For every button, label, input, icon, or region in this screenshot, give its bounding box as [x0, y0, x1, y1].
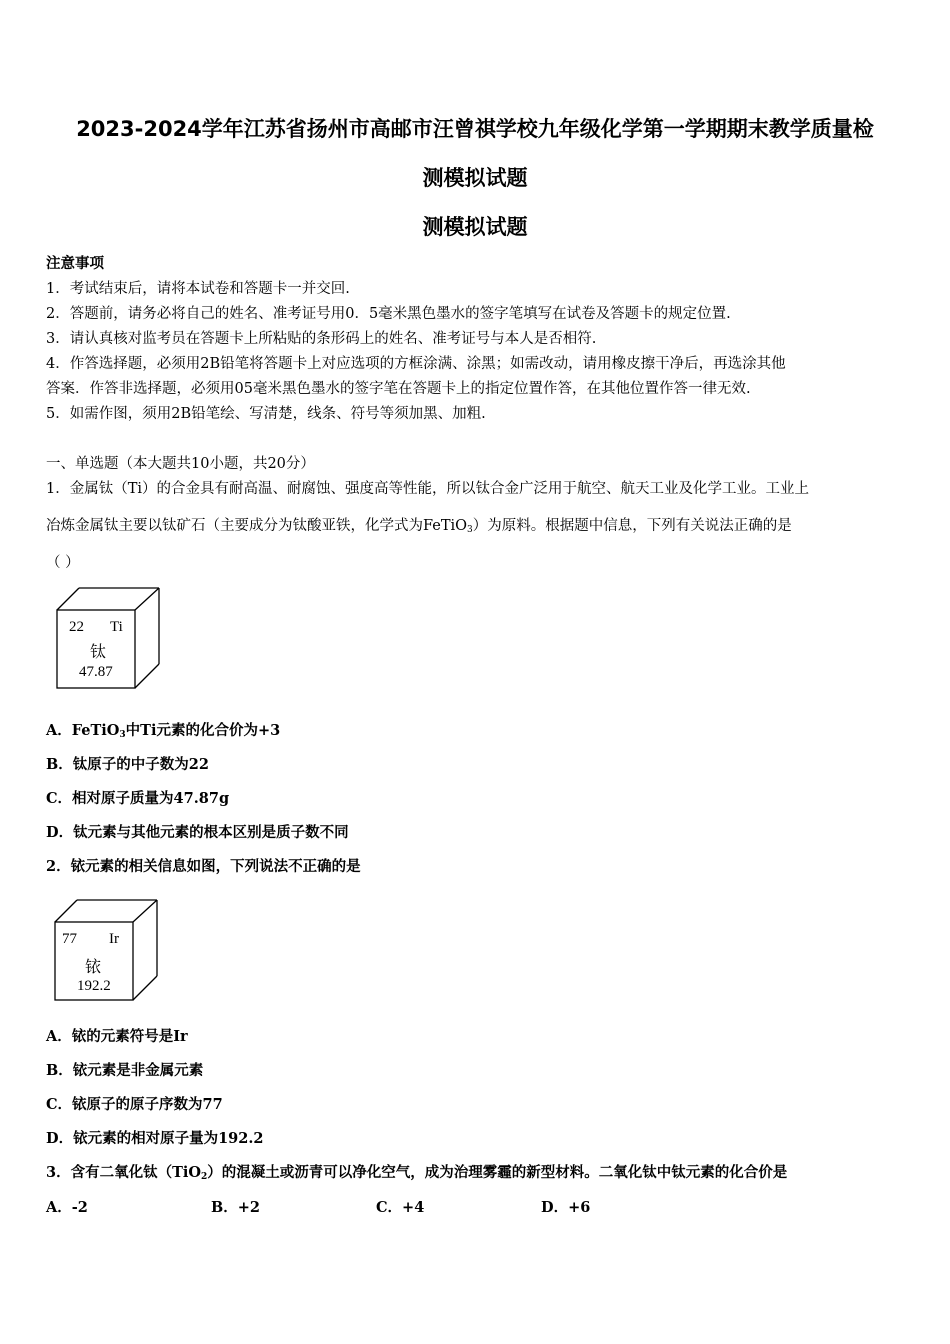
q3-option-a: A．-2 — [46, 1199, 88, 1216]
atomic-number: 77 — [62, 931, 77, 947]
element-symbol: Ti — [110, 619, 123, 635]
atomic-number: 22 — [69, 619, 84, 635]
notice-item: 4．作答选择题，必须用2B铅笔将答题卡上对应选项的方框涂满、涂黑；如需改动，请用橡皮擦干净后，再选涂其他 — [46, 356, 786, 372]
document-title-line2: 测模拟试题 — [422, 166, 528, 190]
atomic-mass: 47.87 — [79, 664, 113, 680]
notice-item: 3．请认真核对监考员在答题卡上所粘贴的条形码上的姓名、准考证号与本人是否相符. — [46, 331, 597, 347]
notice-item: 2．答题前，请务必将自己的姓名、准考证号用0．5毫米黑色墨水的签字笔填写在试卷及答题卡的规定位置. — [46, 306, 731, 322]
notice-heading: 注意事项 — [46, 255, 104, 272]
q1-element-card — [55, 586, 165, 691]
q1-option-d: D．钛元素与其他元素的根本区别是质子数不同 — [46, 824, 349, 841]
element-name: 铱 — [85, 957, 102, 976]
q2-option-a: A．铱的元素符号是Ir — [46, 1028, 188, 1045]
q2-option-d: D．铱元素的相对原子量为192.2 — [46, 1130, 264, 1147]
q3-option-d: D．+6 — [541, 1199, 591, 1216]
q1-option-c: C．相对原子质量为47.87g — [46, 790, 230, 807]
q2-stem: 2．铱元素的相关信息如图，下列说法不正确的是 — [46, 858, 361, 875]
q3-option-b: B．+2 — [211, 1199, 260, 1216]
q3-stem: 3．含有二氧化钛（TiO$_2$）的混凝土或沥青可以净化空气，成为治理雾霾的新型材料。二氧化钛中钛元素的化合价是 — [46, 1164, 788, 1182]
q1-stem-line2: 冶炼金属钛主要以钛矿石（主要成分为钛酸亚铁，化学式为FeTiO$_3$）为原料。根据题中信息，下列有关说法正确的是 — [46, 518, 792, 535]
section-heading: 一、单选题（本大题共10小题，共20分） — [46, 456, 315, 472]
q1-option-b: B．钛原子的中子数为22 — [46, 756, 209, 773]
atomic-mass: 192.2 — [77, 978, 111, 994]
q2-option-b: B．铱元素是非金属元素 — [46, 1062, 204, 1079]
element-symbol: Ir — [109, 931, 119, 947]
q1-stem-line1: 1．金属钛（Ti）的合金具有耐高温、耐腐蚀、强度高等性能，所以钛合金广泛用于航空、航天工业及化学工业。工业上 — [46, 481, 810, 497]
q2-option-c: C．铱原子的原子序数为77 — [46, 1096, 223, 1113]
notice-item: 5．如需作图，须用2B铅笔绘、写清楚，线条、符号等须加黑、加粗. — [46, 406, 486, 422]
q1-option-a: A．FeTiO$_3$中Ti元素的化合价为+3 — [46, 722, 281, 740]
q3-option-c: C．+4 — [376, 1199, 425, 1216]
notice-item: 1．考试结束后，请将本试卷和答题卡一并交回. — [46, 281, 350, 297]
q2-element-card — [53, 898, 163, 1003]
q1-stem-line3: （ ） — [46, 555, 80, 571]
document-title-line1: 2023-2024学年江苏省扬州市高邮市汪曾祺学校九年级化学第一学期期末教学质量检 — [76, 117, 874, 141]
document-title-line3: 测模拟试题 — [422, 215, 528, 239]
notice-item: 答案．作答非选择题，必须用05毫米黑色墨水的签字笔在答题卡上的指定位置作答，在其他位置作答一律无效. — [46, 381, 751, 397]
element-name: 钛 — [90, 642, 107, 661]
